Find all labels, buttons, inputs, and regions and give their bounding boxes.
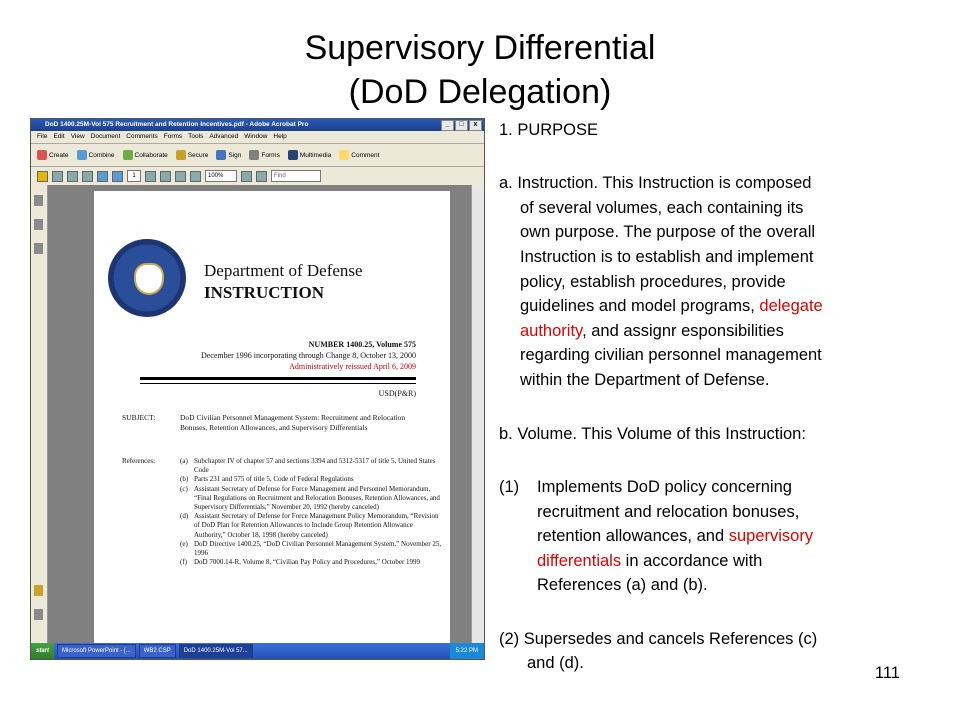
- reference-key: (b): [180, 475, 189, 484]
- body-line: a. Instruction. This Instruction is composed: [499, 174, 812, 192]
- body-text: retention allowances, and: [537, 527, 729, 545]
- reference-key: (f): [180, 558, 187, 567]
- forms-label: Forms: [261, 151, 280, 159]
- body-line: recruitment and relocation bonuses,: [537, 503, 800, 521]
- maximize-button[interactable]: □: [455, 120, 468, 131]
- speech-bubble-icon: [339, 150, 349, 160]
- menu-bar: [31, 131, 484, 144]
- body-line: [520, 319, 784, 344]
- menu-file[interactable]: File: [37, 133, 48, 140]
- vertical-scrollbar[interactable]: [471, 185, 484, 643]
- body-line: [520, 294, 823, 319]
- menu-comments[interactable]: Comments: [126, 133, 158, 140]
- purpose-heading: 1. PURPOSE: [499, 121, 599, 139]
- body-line: regarding civilian personnel management: [520, 346, 822, 364]
- minimize-button[interactable]: _: [441, 120, 454, 131]
- reference-item: [180, 558, 442, 567]
- reference-text: Parts 231 and 575 of title 5, Code of Federal Regulations: [194, 475, 354, 484]
- body-line: Instruction is to establish and implement: [520, 248, 814, 266]
- body-text: , and assignr esponsibilities: [582, 322, 784, 340]
- bookmarks-icon[interactable]: [34, 219, 43, 230]
- email-icon[interactable]: [67, 171, 78, 182]
- document-office: USD(P&R): [378, 389, 416, 398]
- combine-button[interactable]: [77, 150, 115, 160]
- reference-item: [180, 540, 442, 558]
- multimedia-button[interactable]: [288, 150, 331, 160]
- print-icon[interactable]: [52, 171, 63, 182]
- secure-button[interactable]: [176, 150, 209, 160]
- menu-tools[interactable]: Tools: [188, 133, 204, 140]
- body-line: within the Department of Defense.: [520, 371, 770, 389]
- reference-key: (a): [180, 457, 188, 465]
- create-button[interactable]: [37, 150, 69, 160]
- pdf-page: [94, 191, 450, 660]
- forms-button[interactable]: [249, 150, 279, 160]
- create-label: Create: [49, 151, 69, 159]
- reference-text: DoD Directive 1400.25, “DoD Civilian Personnel Management System,” November 25, 1996: [194, 539, 442, 558]
- document-references: [122, 457, 442, 567]
- emphasis-text: authority: [520, 322, 583, 340]
- document-number: NUMBER 1400.25, Volume 575: [308, 340, 416, 349]
- collaborate-icon: [123, 150, 133, 160]
- menu-window[interactable]: Window: [244, 133, 268, 140]
- list-marker: (1): [499, 478, 520, 496]
- reference-text: Assistant Secretary of Defense for Force Management and Personnel Memorandum, “Final Regulations on Recruitment and Relocation Bonuses, Retention Allowances, and Supervisory Differentials,” November 20, 1992 (hereby canceled): [194, 484, 440, 512]
- body-text: guidelines and model programs,: [520, 297, 760, 315]
- document-department: Department of Defense: [204, 261, 363, 280]
- select-tool-icon[interactable]: [145, 171, 156, 182]
- window-titlebar: [31, 119, 484, 131]
- fit-width-icon[interactable]: [256, 171, 267, 182]
- body-line: own purpose. The purpose of the overall: [520, 223, 816, 241]
- reference-item: [180, 475, 442, 484]
- reference-key: (d): [180, 512, 189, 521]
- body-line: (2) Supersedes and cancels References (c): [499, 630, 818, 648]
- task-toolbar: [31, 144, 484, 167]
- subject-label: SUBJECT:: [122, 413, 156, 422]
- reference-item: [180, 457, 442, 475]
- reference-item: [180, 512, 442, 540]
- reference-text: DoD 7000.14-R, Volume 8, “Civilian Pay Policy and Procedures,” October 1999: [194, 558, 421, 567]
- document-number-block: [201, 339, 416, 372]
- window-title: DoD 1400.25M-Vol 575 Recruitment and Retention Incentives.pdf - Adobe Acrobat Pro: [45, 121, 309, 128]
- divider: [140, 383, 416, 384]
- pages-icon[interactable]: [34, 195, 43, 206]
- navigation-toolbar: [31, 167, 484, 186]
- emphasis-text: differentials: [537, 552, 622, 570]
- film-icon: [288, 150, 298, 160]
- emphasis-text: supervisory: [728, 527, 814, 545]
- create-icon: [37, 150, 47, 160]
- document-date: December 1996 incorporating through Change 8, October 13, 2000: [200, 351, 416, 360]
- menu-view[interactable]: View: [70, 133, 85, 140]
- forms-icon: [249, 150, 259, 160]
- acrobat-screenshot: [30, 118, 485, 660]
- sign-button[interactable]: [216, 150, 241, 160]
- sign-label: Sign: [228, 151, 242, 159]
- taskbar-clock: 5:22 PM: [450, 643, 484, 659]
- menu-help[interactable]: Help: [273, 133, 287, 140]
- multimedia-label: Multimedia: [299, 151, 332, 159]
- body-line: References (a) and (b).: [537, 576, 708, 594]
- search-icon[interactable]: [82, 171, 93, 182]
- reference-key: (e): [180, 539, 188, 548]
- next-page-icon[interactable]: [112, 171, 123, 182]
- taskbar-item-acrobat[interactable]: DoD 1400.25M-Vol 57...: [179, 644, 253, 658]
- dod-seal-icon: [108, 239, 186, 317]
- left-navigation-pane: [31, 185, 48, 643]
- combine-label: Combine: [88, 151, 115, 159]
- open-folder-icon[interactable]: [37, 171, 48, 182]
- menu-edit[interactable]: Edit: [53, 133, 65, 140]
- body-line: [537, 549, 762, 574]
- combine-icon: [77, 150, 87, 160]
- collaborate-button[interactable]: [123, 150, 168, 160]
- page-number-input[interactable]: 1: [127, 170, 141, 182]
- body-line: of several volumes, each containing its: [520, 199, 804, 217]
- collaborate-label: Collaborate: [134, 151, 168, 159]
- comment-label: Comment: [351, 151, 380, 159]
- close-button[interactable]: x: [469, 120, 482, 131]
- reference-text: Subchapter IV of chapter 57 and sections 3394 and 5312-5317 of title 5, United States Code: [194, 457, 436, 475]
- emphasis-text: delegate: [759, 297, 823, 315]
- zoom-in-icon[interactable]: [190, 171, 201, 182]
- document-reissued: Administratively reissued April 6, 2009: [289, 362, 416, 371]
- menu-document[interactable]: Document: [90, 133, 121, 140]
- previous-page-icon[interactable]: [97, 171, 108, 182]
- slide-page-number: 111: [874, 664, 900, 682]
- menu-advanced[interactable]: Advanced: [209, 133, 239, 140]
- body-line: b. Volume. This Volume of this Instruction:: [499, 425, 806, 443]
- signatures-icon[interactable]: [34, 243, 43, 254]
- reference-text: Assistant Secretary of Defense for Force Management Policy Memorandum, “Revision of DoD Plan for Retention Allowances to Include Group Retention Allowance Authority,” October 18, 1998 (hereby canceled): [194, 512, 439, 539]
- hand-tool-icon[interactable]: [160, 171, 171, 182]
- start-button[interactable]: start: [31, 643, 54, 659]
- zoom-out-icon[interactable]: [175, 171, 186, 182]
- subject-text: DoD Civilian Personnel Management System: Recruitment and Relocation Bonuses, Retention Allowances, and Supervisory Differentials: [180, 413, 406, 432]
- reference-item: [180, 485, 442, 513]
- references-label: References:: [122, 457, 156, 465]
- body-line: and (d).: [527, 654, 584, 672]
- body-line: Implements DoD policy concerning: [537, 478, 792, 496]
- body-text: in accordance with: [621, 552, 763, 570]
- zoom-select[interactable]: 100%: [205, 170, 237, 182]
- fit-page-icon[interactable]: [241, 171, 252, 182]
- taskbar-item-powerpoint[interactable]: Microsoft PowerPoint - [...: [57, 644, 136, 658]
- taskbar-item-csp[interactable]: WB2 CSP: [139, 644, 176, 658]
- document-type: INSTRUCTION: [204, 283, 324, 302]
- slide-title-line1: Supervisory Differential: [304, 29, 656, 67]
- pen-icon: [216, 150, 226, 160]
- slide-title-line2: (DoD Delegation): [348, 73, 612, 111]
- comment-button[interactable]: [339, 150, 379, 160]
- lock-icon: [176, 150, 186, 160]
- attachments-icon[interactable]: [34, 585, 43, 596]
- find-input[interactable]: Find: [271, 170, 321, 182]
- menu-forms[interactable]: Forms: [163, 133, 183, 140]
- windows-taskbar: [31, 643, 484, 659]
- document-viewer: [48, 185, 472, 643]
- secure-label: Secure: [187, 151, 209, 159]
- reference-key: (c): [180, 484, 188, 493]
- body-line: policy, establish procedures, provide: [520, 273, 786, 291]
- comments-icon[interactable]: [34, 609, 43, 620]
- body-line: [537, 524, 813, 549]
- divider: [140, 377, 416, 380]
